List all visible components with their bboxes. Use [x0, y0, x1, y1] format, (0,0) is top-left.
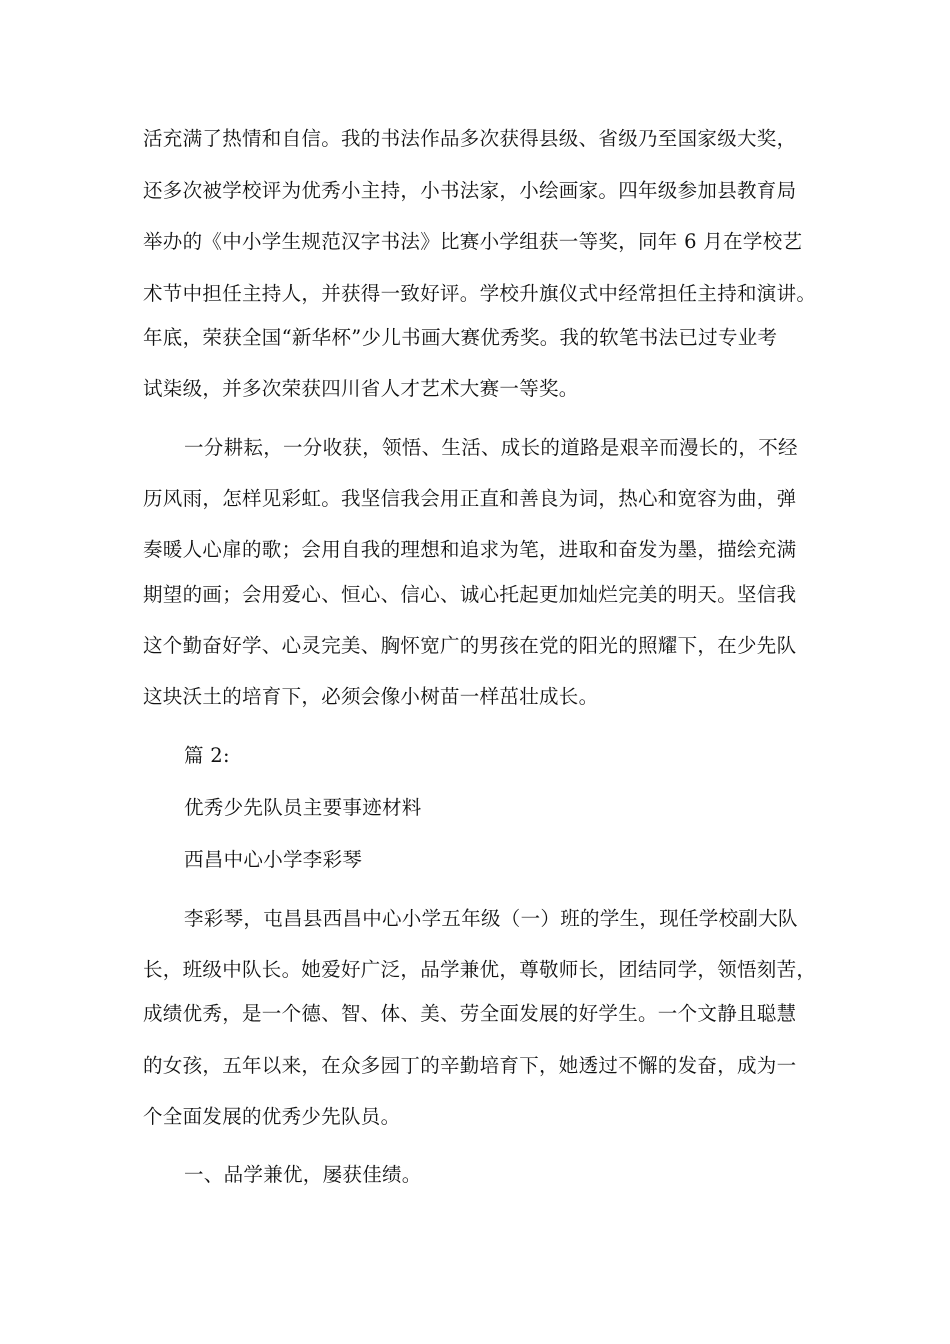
paragraph-2-line-2: 历风雨，怎样见彩虹。我坚信我会用正直和善良为词，热心和宽容为曲，弹 — [143, 487, 797, 510]
section-heading-1: 一、品学兼优，屡获佳绩。 — [184, 1163, 422, 1186]
paragraph-3-line-5: 个全面发展的优秀少先队员。 — [143, 1105, 401, 1128]
paragraph-3-line-3: 成绩优秀，是一个德、智、体、美、劳全面发展的好学生。一个文静且聪慧 — [143, 1002, 797, 1025]
author-line: 西昌中心小学李彩琴 — [184, 848, 363, 871]
paragraph-1-line-2: 还多次被学校评为优秀小主持，小书法家，小绘画家。四年级参加县教育局 — [143, 179, 797, 202]
article-title: 优秀少先队员主要事迹材料 — [184, 796, 422, 819]
paragraph-1-line-4: 术节中担任主持人，并获得一致好评。学校升旗仪式中经常担任主持和演讲。 — [143, 282, 817, 305]
paragraph-2-line-1: 一分耕耘，一分收获，领悟、生活、成长的道路是艰辛而漫长的，不经 — [184, 436, 798, 459]
paragraph-1-line-5: 年底，荣获全国“新华杯”少儿书画大赛优秀奖。我的软笔书法已过专业考 — [143, 326, 778, 349]
paragraph-3-line-4: 的女孩，五年以来，在众多园丁的辛勤培育下，她透过不懈的发奋，成为一 — [143, 1054, 797, 1077]
paragraph-2-line-5: 这个勤奋好学、心灵完美、胸怀宽广的男孩在党的阳光的照耀下，在少先队 — [143, 634, 797, 657]
paragraph-1-line-1: 活充满了热情和自信。我的书法作品多次获得县级、省级乃至国家级大奖， — [143, 127, 797, 150]
paragraph-1-line-3: 举办的《中小学生规范汉字书法》比赛小学组获一等奖，同年 6 月在学校艺 — [143, 230, 803, 253]
paragraph-1-line-6: 试柒级，并多次荣获四川省人才艺术大赛一等奖。 — [143, 377, 579, 400]
paragraph-3-line-2: 长，班级中队长。她爱好广泛，品学兼优，尊敬师长，团结同学，领悟刻苦， — [143, 958, 817, 981]
paragraph-2-line-3: 奏暖人心扉的歌；会用自我的理想和追求为笔，进取和奋发为墨，描绘充满 — [143, 538, 797, 561]
paragraph-2-line-6: 这块沃土的培育下，必须会像小树苗一样茁壮成长。 — [143, 685, 599, 708]
paragraph-3-line-1: 李彩琴，屯昌县西昌中心小学五年级（一）班的学生，现任学校副大队 — [184, 907, 798, 930]
paragraph-2-line-4: 期望的画；会用爱心、恒心、信心、诚心托起更加灿烂完美的明天。坚信我 — [143, 583, 797, 606]
section-label: 篇 2: — [184, 744, 230, 767]
